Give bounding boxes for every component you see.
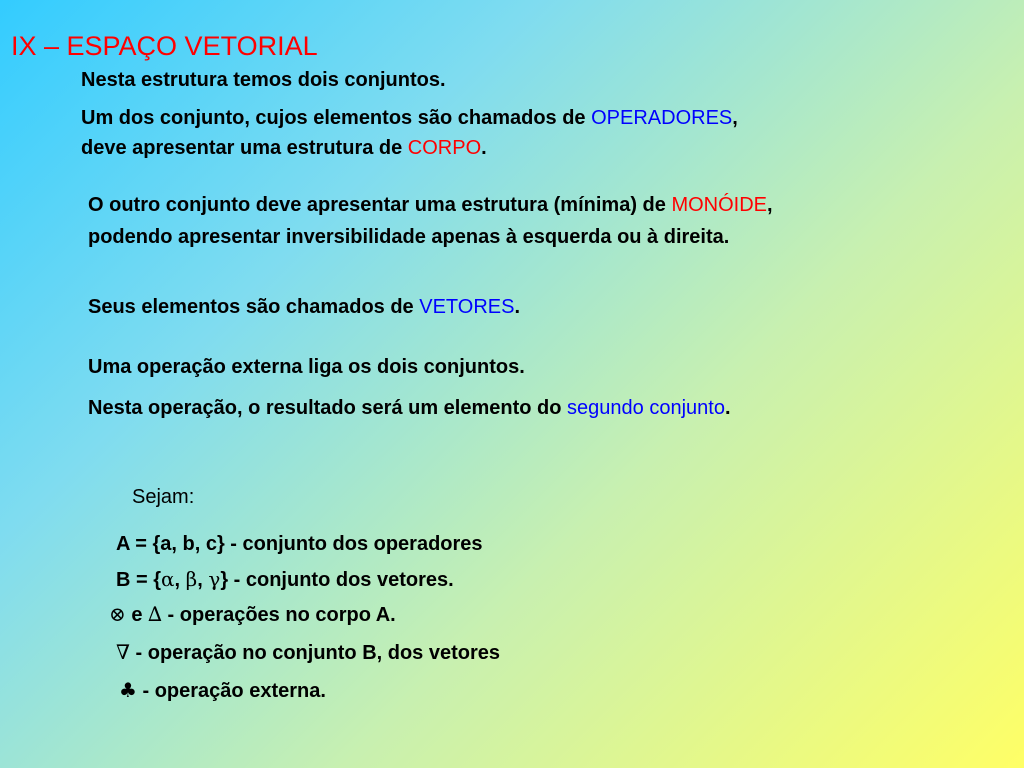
sejam-label: Sejam: xyxy=(132,486,195,508)
page-title: IX – ESPAÇO VETORIAL xyxy=(11,31,318,61)
set-b-prefix: B = { xyxy=(116,569,162,591)
set-b-comma-1: , xyxy=(174,569,186,591)
set-b-definition xyxy=(116,567,454,592)
intro-line-1 xyxy=(81,68,446,92)
alpha-symbol: α xyxy=(161,567,175,591)
nabla-symbol: ∇ xyxy=(116,640,130,664)
external-operation-text: - operação externa. xyxy=(136,680,326,702)
operation-line-2 xyxy=(88,396,731,420)
corpo-operations-definition xyxy=(109,602,396,627)
operation-line-1 xyxy=(88,355,525,379)
delta-symbol: ∆ xyxy=(148,602,162,626)
set-a-definition: A = {a, b, c} - conjunto dos operadores xyxy=(116,533,483,555)
vectors-line xyxy=(88,295,520,319)
keyword-vetores: VETORES xyxy=(419,296,515,318)
operation-period: . xyxy=(724,397,731,419)
second-set-line-1 xyxy=(88,193,773,217)
keyword-monoide: MONÓIDE xyxy=(671,194,767,216)
second-set-comma: , xyxy=(767,194,773,216)
corpo-operations-text: - operações no corpo A. xyxy=(161,604,396,626)
otimes-symbol: ⊗ xyxy=(109,602,126,626)
second-set-text-2: podendo apresentar inversibilidade apenas à esquerda ou à direita. xyxy=(88,226,730,248)
club-icon: ♣ xyxy=(119,678,137,702)
operation-text-2: Nesta operação, o resultado será um elemento do xyxy=(88,397,568,419)
keyword-corpo: CORPO xyxy=(407,137,482,159)
intro-text-2: Um dos conjunto, cujos elementos são chamados de xyxy=(81,107,592,129)
vector-operation-text: - operação no conjunto B, dos vetores xyxy=(129,642,501,664)
vector-operation-definition xyxy=(116,640,500,665)
intro-period: . xyxy=(481,137,487,159)
operation-text-1: Uma operação externa liga os dois conjuntos. xyxy=(88,356,525,378)
intro-comma: , xyxy=(732,107,738,129)
beta-symbol: β xyxy=(185,567,198,591)
external-operation-definition xyxy=(119,678,326,703)
set-b-suffix: } - conjunto dos vetores. xyxy=(220,569,454,591)
vectors-text: Seus elementos são chamados de xyxy=(88,296,420,318)
second-set-line-2 xyxy=(88,225,729,249)
keyword-operadores: OPERADORES xyxy=(591,107,733,129)
intro-line-3 xyxy=(81,136,487,160)
intro-text-1: Nesta estrutura temos dois conjuntos. xyxy=(81,69,446,91)
second-set-text-1: O outro conjunto deve apresentar uma estrutura (mínima) de xyxy=(88,194,672,216)
intro-line-2 xyxy=(81,106,738,130)
gamma-symbol: γ xyxy=(208,567,221,591)
keyword-segundo-conjunto: segundo conjunto xyxy=(567,397,725,419)
vectors-period: . xyxy=(514,296,521,318)
and-text: e xyxy=(125,604,149,626)
set-b-comma-2: , xyxy=(197,569,209,591)
intro-text-3: deve apresentar uma estrutura de xyxy=(81,137,408,159)
